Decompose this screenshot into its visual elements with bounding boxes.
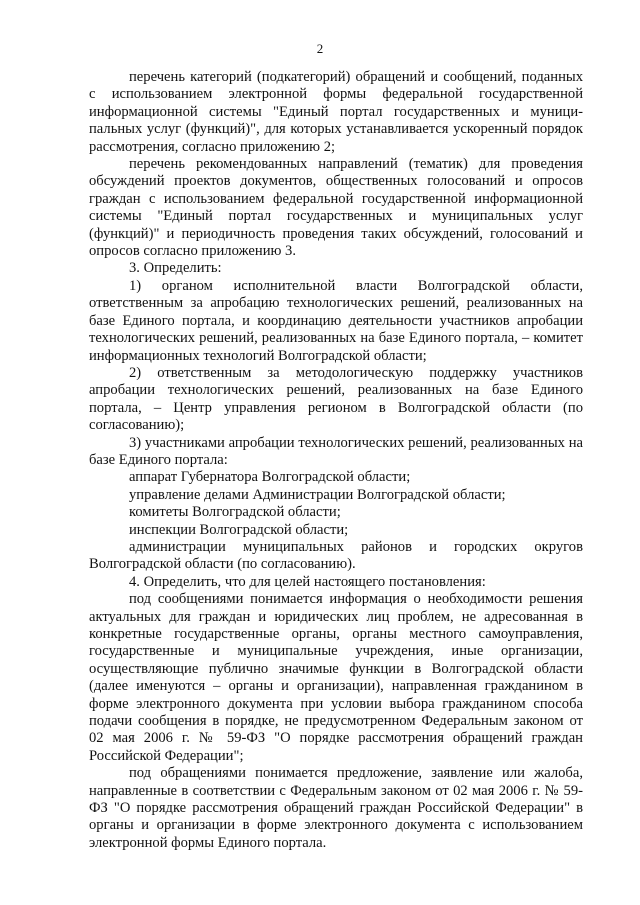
paragraph-section-4-heading: 4. Определить, что для целей настоящего постановления: bbox=[129, 573, 486, 590]
paragraph-list-categories: перечень категорий (подкатегорий) обращений и сообщений, поданных с использованием электронной формы федеральной государственной информационной системы "Единый портал государственных и муници-пальных услуг (функций)", для которых устанавливается ускоренный порядок рассмотрения, согласно приложению 2; bbox=[89, 69, 583, 155]
page-number: 2 bbox=[316, 41, 324, 56]
paragraph-participant-administration: управление делами Администрации Волгоградской области; bbox=[129, 486, 506, 503]
paragraph-participant-apparatus: аппарат Губернатора Волгоградской области; bbox=[129, 469, 411, 486]
paragraph-list-topics: перечень рекомендованных направлений (тематик) для проведения обсуждений проектов документов, общественных голосований и опросов граждан с использованием федеральной государственной информационной системы "Единый портал государственных и муниципальных услуг (функций)" и периодичность проведения таких обсуждений, голосований и опросов согласно приложению 3. bbox=[89, 156, 583, 260]
paragraph-item-3: 3) участниками апробации технологических решений, реализованных на базе Единого портала: bbox=[89, 434, 583, 468]
document-body bbox=[89, 69, 583, 852]
paragraph-item-1: 1) органом исполнительной власти Волгоградской области, ответственным за апробацию технологических решений, реализованных на базе Единого портала, и координацию деятельности участников апробации технологических решений, реализованных на базе Единого портала, – комитет информационных технологий Волгоградской области; bbox=[89, 277, 583, 364]
paragraph-participant-committees: комитеты Волгоградской области; bbox=[129, 504, 341, 521]
paragraph-item-2: 2) ответственным за методологическую поддержку участников апробации технологических решений, реализованных на базе Единого портала, – Центр управления регионом в Волгоградской области (по согласованию); bbox=[89, 364, 583, 434]
paragraph-participant-inspections: инспекции Волгоградской области; bbox=[129, 521, 349, 538]
paragraph-definition-appeals: под обращениями понимается предложение, заявление или жалоба, направленные в соответствии с Федеральным законом от 02 мая 2006 г. № 59-ФЗ "О порядке рассмотрения обращений граждан Российской Федерации" в органы и организации в форме электронного документа с использованием электронной формы Единого портала. bbox=[89, 765, 583, 851]
paragraph-participant-municipal: администрации муниципальных районов и городских округов Волгоградской области (по согласованию). bbox=[89, 538, 583, 573]
paragraph-section-3-heading: 3. Определить: bbox=[129, 260, 222, 277]
paragraph-definition-messages: под сообщениями понимается информация о необходимости решения актуальных для граждан и юридических лиц проблем, не адресованная в конкретные государственные органы, органы местного самоуправления, государственные и муниципальные учреждения, иные организации, осуществляющие публично значимые функции в Волгоградской области (далее именуются – органы и организации), направленная гражданином в форме электронного документа при условии выбора гражданином способа подачи сообщения в порядке, не предусмотренном Федеральным законом от 02 мая 2006 г. № 59-ФЗ "О порядке рассмотрения обращений граждан Российской Федерации"; bbox=[89, 591, 583, 764]
